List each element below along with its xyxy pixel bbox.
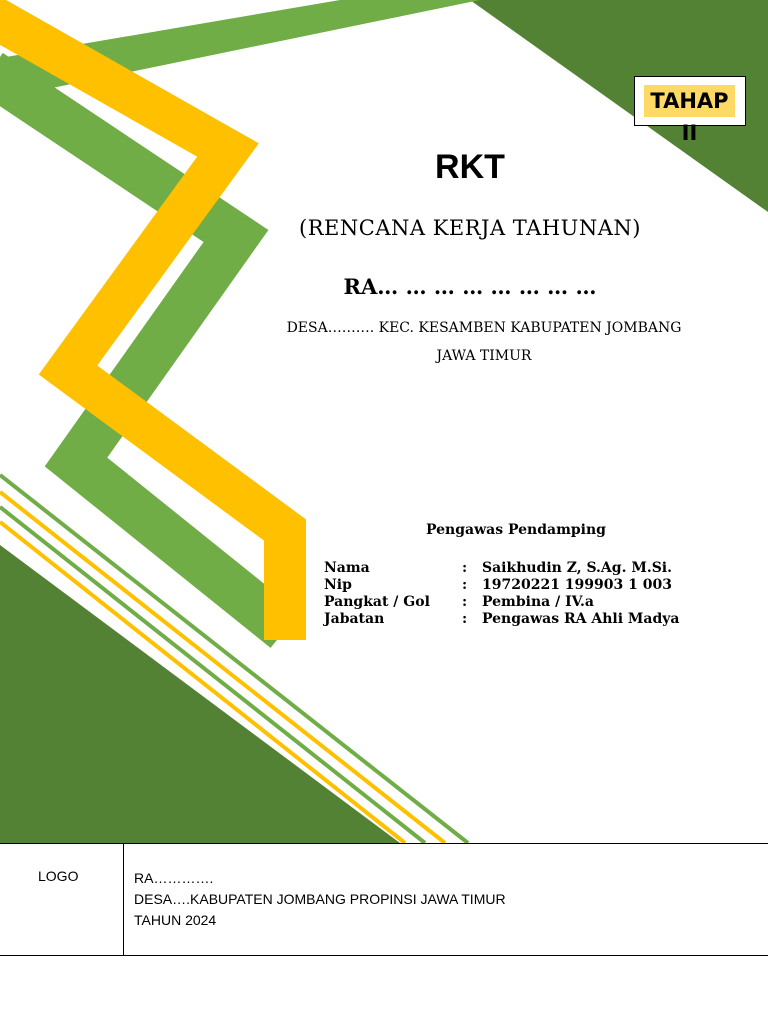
info-row-rank <box>324 594 679 611</box>
info-value: Pembina / IV.a <box>482 594 594 610</box>
info-separator: : <box>462 577 468 593</box>
footer-text <box>134 868 506 931</box>
info-row-nip <box>324 577 679 594</box>
info-separator: : <box>462 611 468 627</box>
info-row-position <box>324 611 679 628</box>
info-separator: : <box>462 560 468 576</box>
info-label: Pangkat / Gol <box>324 594 430 610</box>
school-name: RA… … … … … … … … <box>343 274 597 299</box>
footer-line-2: DESA….KABUPATEN JOMBANG PROPINSI JAWA TIMUR <box>134 891 506 907</box>
document-subtitle: (RENCANA KERJA TAHUNAN) <box>299 216 641 240</box>
info-separator: : <box>462 594 468 610</box>
info-value: Saikhudin Z, S.Ag. M.Si. <box>482 560 672 576</box>
footer-box <box>0 843 768 956</box>
info-label: Nip <box>324 577 352 593</box>
footer-line-3: TAHUN 2024 <box>134 912 217 928</box>
info-label: Nama <box>324 560 370 576</box>
info-row-name <box>324 560 679 577</box>
address-line-1: DESA………. KEC. KESAMBEN KABUPATEN JOMBANG <box>286 320 682 336</box>
footer-logo-cell <box>0 844 124 956</box>
info-label: Jabatan <box>324 611 385 627</box>
stage-box <box>634 76 746 145</box>
info-value: Pengawas RA Ahli Madya <box>482 611 680 627</box>
logo-placeholder: LOGO <box>38 868 79 884</box>
stage-label: TAHAP II <box>644 85 735 117</box>
address-line-2: JAWA TIMUR <box>436 348 532 364</box>
supervisor-heading: Pengawas Pendamping <box>426 522 606 538</box>
footer-line-1: RA…………. <box>134 870 214 886</box>
info-value: 19720221 199903 1 003 <box>482 577 672 593</box>
supervisor-info-table <box>324 560 679 628</box>
document-title: RKT <box>435 148 505 186</box>
